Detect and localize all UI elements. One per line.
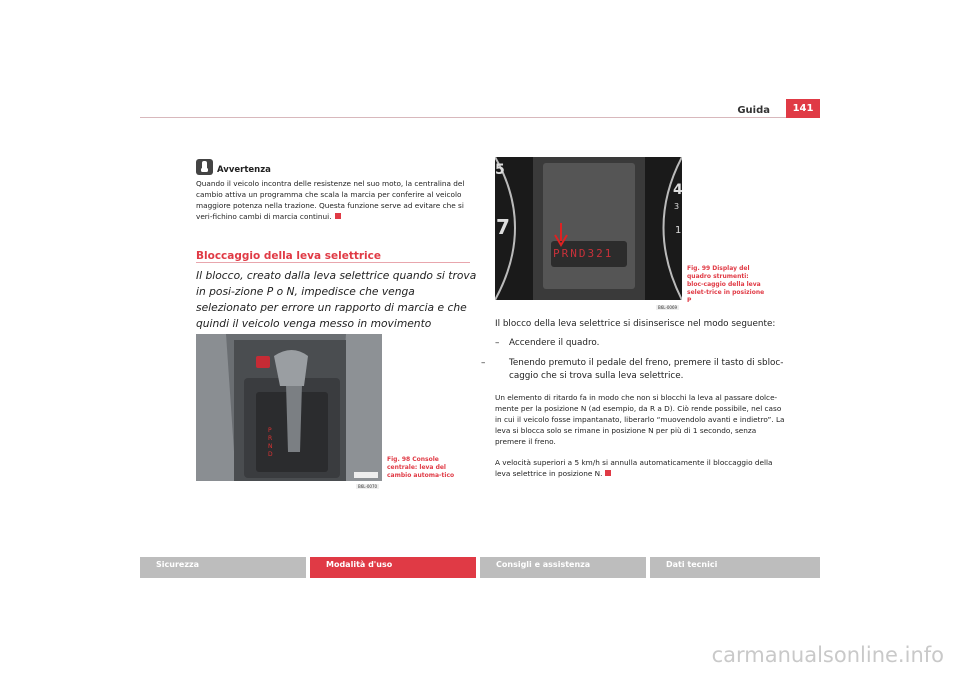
- watermark: carmanualsonline.info: [711, 643, 944, 667]
- svg-text:N: N: [268, 443, 273, 450]
- figure-99-code: B6L-0069: [658, 305, 678, 310]
- svg-text:D: D: [268, 451, 273, 458]
- unlock-step-1: – Accendere il quadro.: [495, 338, 600, 348]
- delay-note: Un elemento di ritardo fa in modo che non si blocchi la leva al passare dolce-mente per la posizione N (ad esempio, da R a D). Ciò rende possibile, nel caso in cui il veicolo fosse impantanato, liberarlo “muovendolo avanti e indietro”. La leva si blocca solo se rimane in posizione N per più di 1 secondo, senza premere il freno.: [495, 393, 785, 446]
- gauge-digit-1: 1: [675, 225, 682, 236]
- end-marker-icon: [605, 470, 611, 476]
- figure-98-caption: Fig. 98 Console centrale: leva del cambio automa-tico: [387, 456, 455, 479]
- warning-title: Avvertenza: [217, 165, 271, 175]
- svg-text:P: P: [268, 427, 272, 434]
- section-intro: Il blocco, creato dalla leva selettrice quando si trova in posi-zione P o N, impedisce che venga selezionato per errore un rapporto di marcia e che quindi il veicolo venga messo in movimento: [196, 269, 477, 330]
- header-rule: [140, 117, 820, 118]
- section-rule: [196, 262, 470, 263]
- unlock-step-2: – Tenendo premuto il pedale del freno, premere il tasto di sbloc-caggio che si trova sulla leva selettrice.: [481, 358, 784, 381]
- page-number: 141: [786, 99, 820, 118]
- gauge-digit-7: 7: [496, 215, 510, 239]
- warning-hand-icon: [196, 159, 213, 175]
- section-title: Bloccaggio della leva selettrice: [196, 250, 381, 262]
- gear-display-readout: PRND321: [553, 247, 614, 260]
- end-marker-icon: [335, 213, 341, 219]
- figure-99-caption: Fig. 99 Display del quadro strumenti: bloc-caggio della leva selet-trice in posizione P: [687, 265, 765, 304]
- figure-98-code: B6L-0070: [358, 484, 378, 489]
- tab-dati-tecnici[interactable]: Dati tecnici: [650, 557, 820, 578]
- tab-modalita-uso[interactable]: Modalità d'uso: [310, 557, 476, 578]
- warning-text: Quando il veicolo incontra delle resistenze nel suo moto, la centralina del cambio attiva un programma che scala la marcia per conferire al veicolo maggiore potenza nella trazione. Questa funzione serve ad evitare che si veri-fichino cambi di marcia continui.: [196, 179, 465, 221]
- figure-instrument-display: [495, 157, 682, 300]
- tab-consigli-assistenza[interactable]: Consigli e assistenza: [480, 557, 646, 578]
- gauge-digit-4: 4: [673, 182, 683, 198]
- gauge-digit-3: 3: [674, 202, 680, 211]
- figure-gear-lever: [196, 334, 382, 481]
- svg-text:R: R: [268, 435, 273, 442]
- speed-note: A velocità superiori a 5 km/h si annulla automaticamente il bloccaggio della leva selettrice in posizione N.: [495, 458, 773, 478]
- chapter-title: Guida: [737, 105, 770, 116]
- unlock-intro: Il blocco della leva selettrice si disinserisce nel modo seguente:: [495, 319, 776, 329]
- tab-sicurezza[interactable]: Sicurezza: [140, 557, 306, 578]
- gauge-digit-5: 5: [495, 162, 505, 178]
